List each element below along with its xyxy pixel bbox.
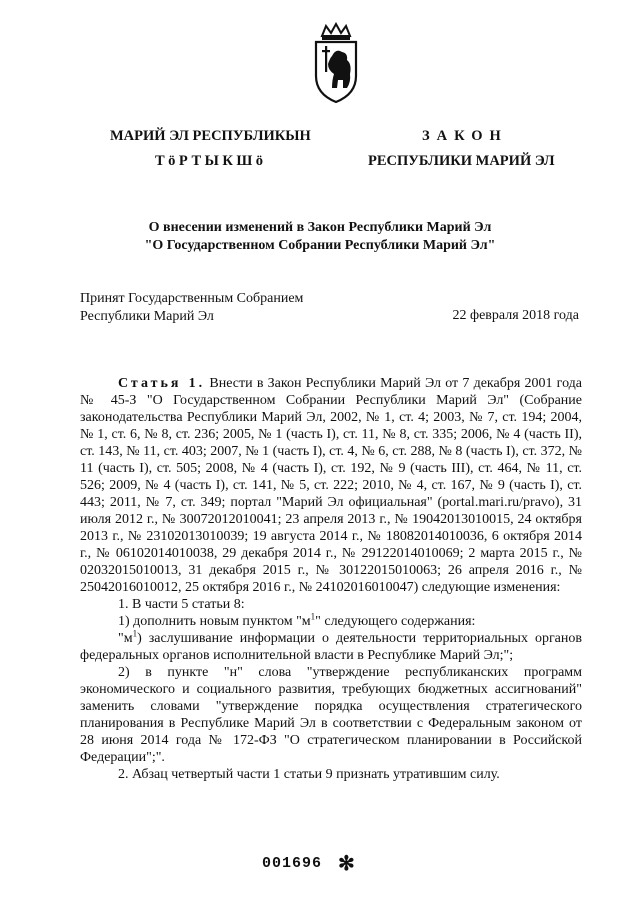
item-2: 2. Абзац четвертый части 1 статьи 9 признать утратившим силу. <box>118 767 500 782</box>
article-heading: Статья 1. <box>118 376 206 391</box>
asterisk-mark: ✻ <box>338 853 355 875</box>
adoption-date: 22 февраля 2018 года <box>452 308 579 323</box>
quoted-point-post: ) заслушивание информации о деятельности территориальных органов федеральных органов исполнительной власти в Республике Марий Эл;"; <box>80 631 582 663</box>
article-1-paragraph <box>80 375 582 596</box>
header-right-line1: ЗАКОН <box>422 128 508 144</box>
article-1-text: Внести в Закон Республики Марий Эл от 7 декабря 2001 года № 45-З "О Государственном Собрании Республики Марий Эл" (Собрание законодательства Республики Марий Эл, 2002, № 1, ст. 4; 2003, № 7, ст. 194; 2004, № 1, ст. 6, № 8, ст. 236; 2005, № 1 (часть I), ст. 11, № 8, ст. 335; 2006, № 4 (часть II), ст. 143, № 11, ст. 403; 2007, № 1 (часть I), ст. 4, № 6, ст. 288, № 8 (часть I), ст. 372, № 11 (часть I), ст. 505; 2008, № 4 (часть I), ст. 192, № 9 (часть III), ст. 464, № 11, ст. 526; 2009, № 4 (часть I), ст. 141, № 5, ст. 222; 2010, № 4, ст. 167, № 9 (часть I), ст. 443; 2011, № 7, ст. 349; портал "Марий Эл официальная" (portal.mari.ru/pravo), 31 июля 2012 г., № 30072012010041; 23 апреля 2013 г., № 19042013010015, 24 октября 2013 г., № 23102013010039; 19 августа 2014 г., № 18082014010036, 6 октября 2014 г., № 06102014010038, 29 декабря 2014 г., № 29122014010069; 2 марта 2015 г., № 02032015010013, 31 декабря 2015 г., № 30122015010063; 26 апреля 2016 г., № 25042016010012, 25 октября 2016 г., № 24102016010047) следующие изменения: <box>80 376 583 595</box>
adopted-line2: Республики Марий Эл <box>80 309 214 324</box>
article-1-body <box>80 375 582 783</box>
document-title-line1: О внесении изменений в Закон Республики Марий Эл <box>148 220 492 235</box>
adopted-by <box>80 290 303 326</box>
item-1: 1. В части 5 статьи 8: <box>118 597 245 612</box>
subitem-1-pre: 1) дополнить новым пунктом "м <box>118 614 311 629</box>
subitem-1-post: " следующего содержания: <box>315 614 476 629</box>
header-right-line2: РЕСПУБЛИКИ МАРИЙ ЭЛ <box>368 153 555 169</box>
quoted-point-pre: "м <box>118 631 133 646</box>
coat-of-arms-bear-icon <box>310 22 362 104</box>
subitem-2: 2) в пункте "н" слова "утверждение республиканских программ экономического и социального развития, требующих бюджетных ассигнований" заменить словами "утверждение порядка осуществления стратегического планирования в Республике Марий Эл в соответствии с Федеральным законом от 28 июня 2014 года № 172-ФЗ "О стратегическом планировании в Российской Федерации";". <box>80 665 582 765</box>
subitem-1 <box>80 613 582 630</box>
header-left-line1: МАРИЙ ЭЛ РЕСПУБЛИКЫН <box>110 128 311 144</box>
serial-number: 001696 <box>262 855 323 872</box>
document-title-line2: "О Государственном Собрании Республики Марий Эл" <box>144 238 496 253</box>
adopted-line1: Принят Государственным Собранием <box>80 291 304 306</box>
header-left-line2: ТӧРТЫКШӧ <box>155 153 267 169</box>
quoted-point-sup: 1 <box>132 628 138 639</box>
quoted-point <box>80 630 582 664</box>
subitem-1-sup: 1 <box>310 611 316 622</box>
